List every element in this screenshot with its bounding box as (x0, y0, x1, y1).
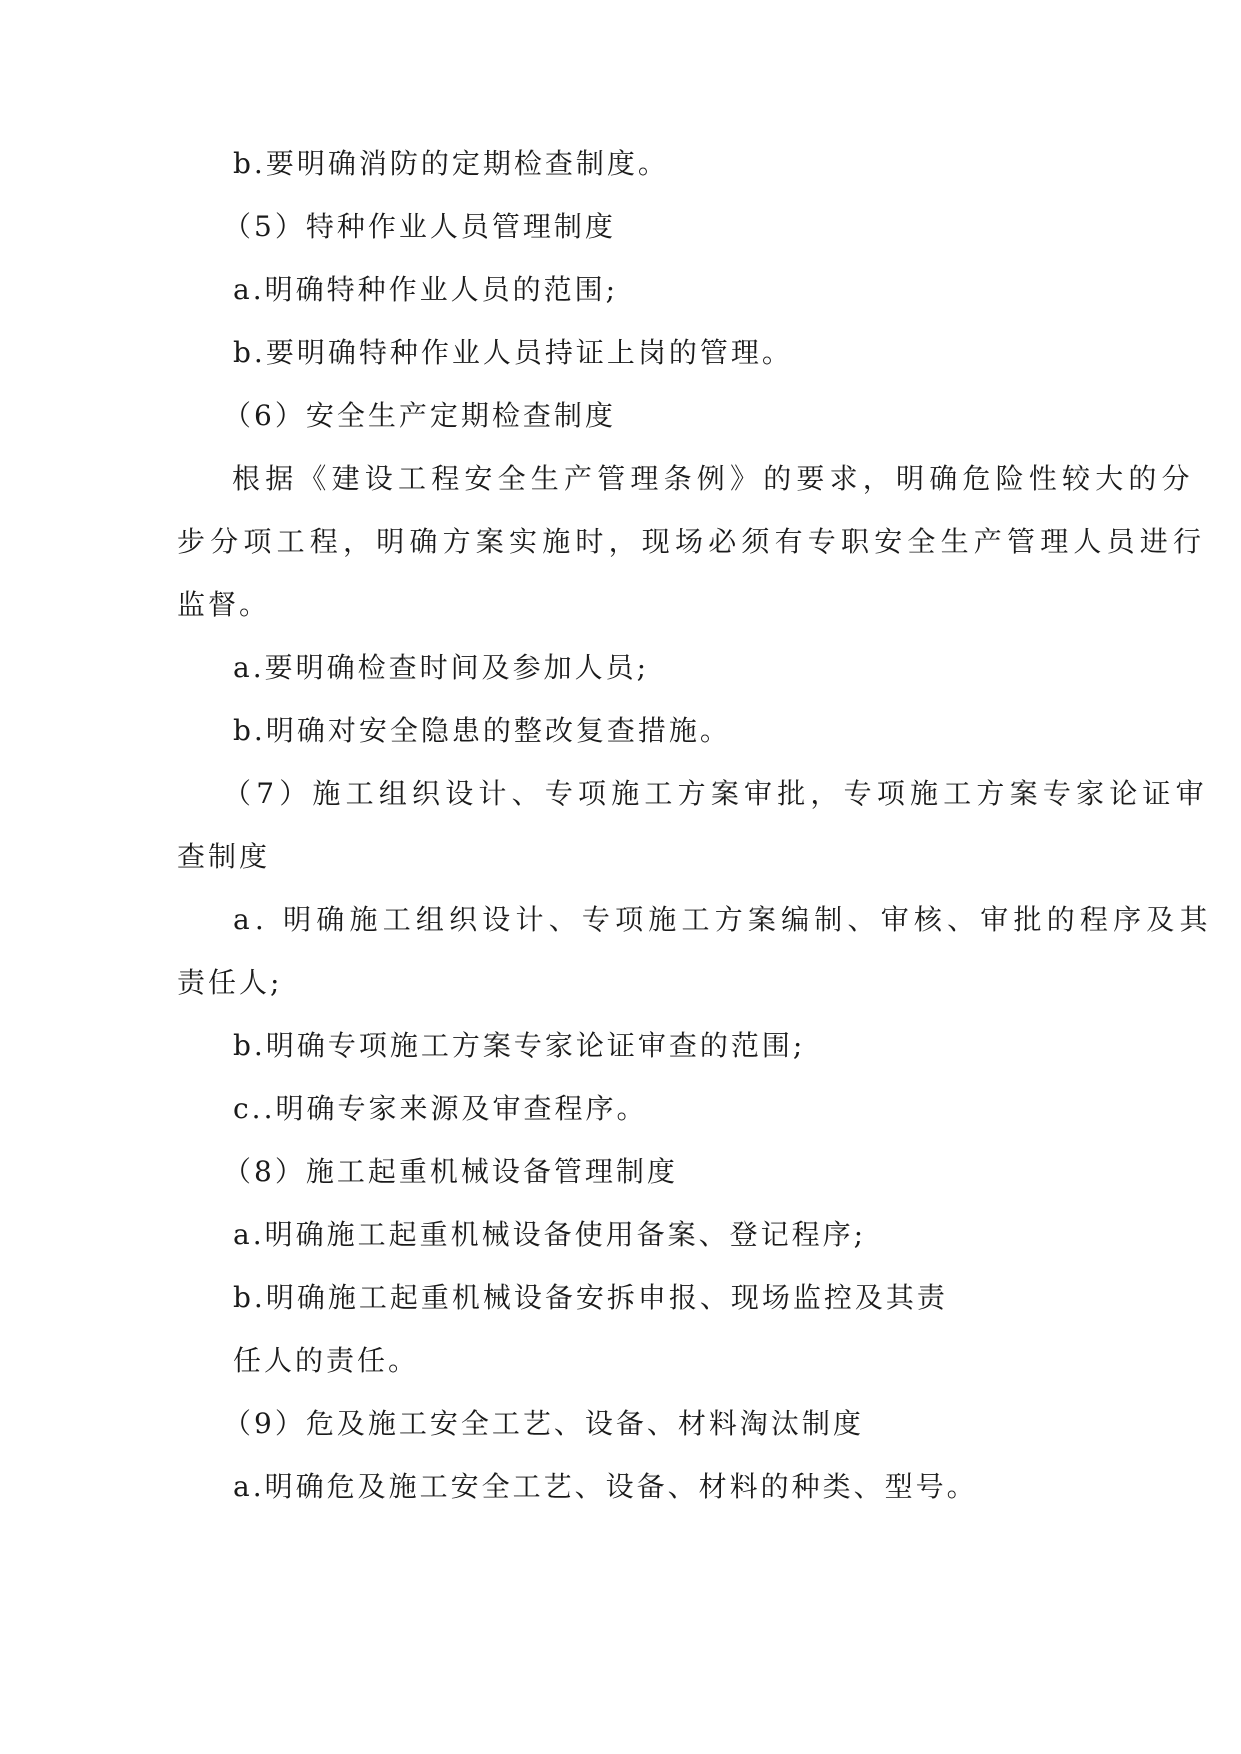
text-line: c..明确专家来源及审查程序。 (233, 1092, 648, 1125)
text-line: b.明确施工起重机械设备安拆申报、现场监控及其责 (233, 1281, 948, 1314)
section-heading-9: （9）危及施工安全工艺、设备、材料淘汰制度 (223, 1407, 864, 1440)
text-line: a.要明确检查时间及参加人员; (233, 651, 650, 684)
paragraph-line: 根据《建设工程安全生产管理条例》的要求，明确危险性较大的分 (232, 462, 1195, 495)
text-line: b.要明确消防的定期检查制度。 (233, 147, 669, 180)
text-line: a.明确特种作业人员的范围; (233, 273, 619, 306)
paragraph-line: 步分项工程，明确方案实施时，现场必须有专职安全生产管理人员进行 (177, 525, 1207, 558)
section-heading-8: （8）施工起重机械设备管理制度 (223, 1155, 678, 1188)
text-line: b.明确专项施工方案专家论证审查的范围; (233, 1029, 806, 1062)
text-line: 任人的责任。 (233, 1344, 420, 1377)
section-heading-7: （7）施工组织设计、专项施工方案审批，专项施工方案专家论证审 (223, 777, 1209, 810)
text-line: a. 明确施工组织设计、专项施工方案编制、审核、审批的程序及其 (233, 903, 1213, 936)
text-line: a.明确施工起重机械设备使用备案、登记程序; (233, 1218, 867, 1251)
text-line: 责任人; (177, 966, 283, 999)
text-line: b.明确对安全隐患的整改复查措施。 (233, 714, 731, 747)
text-line: b.要明确特种作业人员持证上岗的管理。 (233, 336, 793, 369)
paragraph-line: 监督。 (177, 588, 271, 621)
text-line: a.明确危及施工安全工艺、设备、材料的种类、型号。 (233, 1470, 978, 1503)
section-heading-7-cont: 查制度 (177, 840, 271, 873)
section-heading-6: （6）安全生产定期检查制度 (223, 399, 616, 432)
section-heading-5: （5）特种作业人员管理制度 (223, 210, 616, 243)
